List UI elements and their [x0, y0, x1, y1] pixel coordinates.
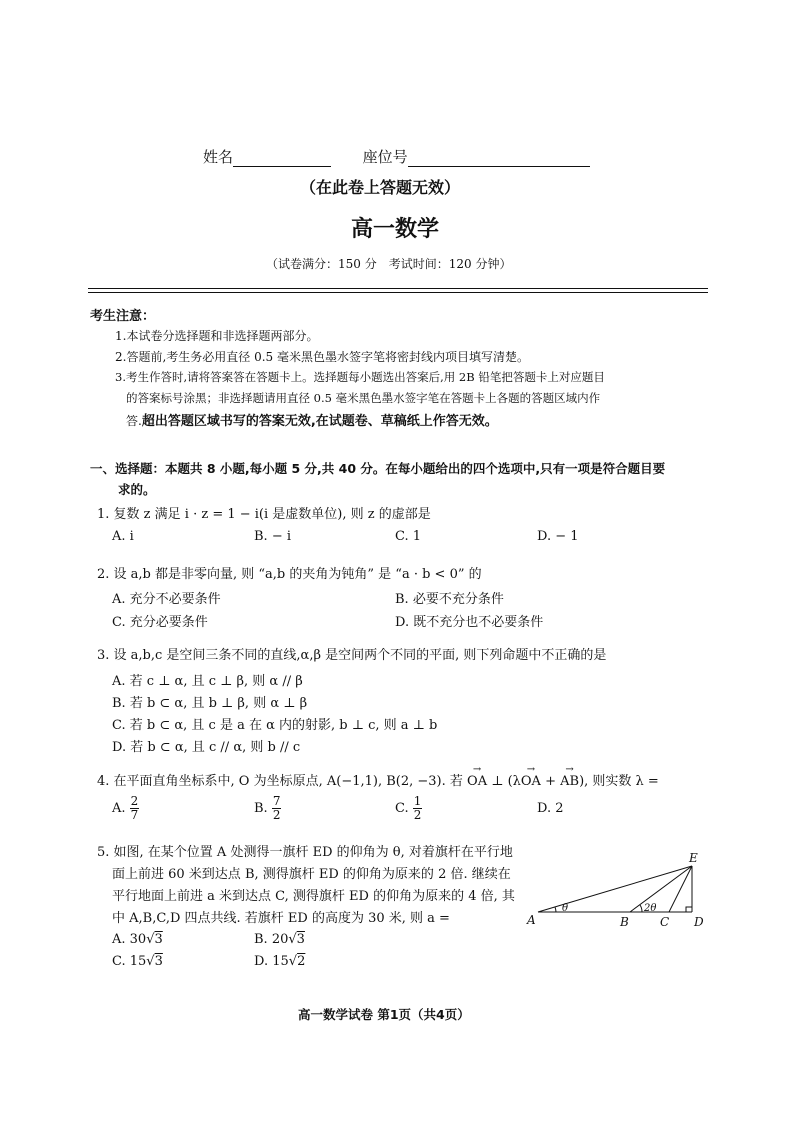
notice-item-2: 2.答题前,考生务必用直径 0.5 毫米黑色墨水签字笔将密封线内项目填写清楚。 — [115, 350, 529, 364]
q4-option-b — [254, 795, 281, 822]
q5-b-radical: √ — [288, 932, 297, 947]
label-2theta: 2θ — [644, 903, 657, 914]
q5-d-radical: √ — [288, 954, 298, 969]
rule-top — [88, 288, 708, 289]
q4-stem-prefix: 4. 在平面直角坐标系中, O 为坐标原点, A(−1,1), B(2, −3). 若 — [97, 774, 463, 789]
page-footer: 高一数学试卷 第1页（共4页） — [298, 1007, 470, 1022]
q4-vector-oa: → OA — [467, 774, 487, 789]
label-c: C — [660, 915, 670, 929]
section-heading: 一、选择题：本题共 8 小题,每小题 5 分,共 40 分。在每小题给出的四个选项中,只有一项是符合题目要 — [90, 461, 666, 476]
q4-option-d: D. 2 — [537, 801, 564, 816]
q4-vector-ab: → AB — [560, 774, 579, 789]
q4-a-numerator: 2 — [130, 794, 139, 808]
q4-c-denominator: 2 — [413, 808, 422, 822]
q2-option-c: C. 充分必要条件 — [112, 615, 208, 630]
notice-item-3-line2: 的答案标号涂黑；非选择题请用直径 0.5 毫米黑色墨水签字笔在答题卡上各题的答题区域内作 — [126, 391, 601, 405]
angle-2theta-arc — [640, 905, 642, 912]
q2-stem: 2. 设 a,b 都是非零向量, 则 “a,b 的夹角为钝角” 是 “a · b < 0” 的 — [97, 567, 482, 582]
q4-b-numerator: 7 — [272, 794, 281, 808]
q4-option-c-fraction — [413, 795, 423, 822]
name-field-row — [203, 146, 590, 167]
line-ce — [669, 866, 692, 912]
q5-line-3: 平行地面上前进 a 米到达点 C, 测得旗杆 ED 的仰角为原来的 4 倍, 其 — [112, 889, 515, 904]
q3-option-d: D. 若 b ⊂ α, 且 c // α, 则 b // c — [112, 740, 301, 755]
q5-b-coef: B. 20 — [254, 932, 289, 947]
rule-bottom — [88, 292, 708, 293]
exam-subtitle: （试卷满分：150 分 考试时间：120 分钟） — [266, 257, 512, 271]
q3-option-c: C. 若 b ⊂ α, 且 c 是 a 在 α 内的射影, b ⊥ c, 则 a ⊥ b — [112, 718, 438, 733]
q5-option-a — [112, 932, 163, 947]
notice-warning: 超出答题区域书写的答案无效,在试题卷、草稿纸上作答无效。 — [141, 414, 498, 429]
q4-vector-oa-2: → OA — [521, 774, 541, 789]
q5-a-radical: √ — [146, 932, 155, 947]
q1-option-d: D. − 1 — [537, 529, 579, 544]
seat-blank[interactable] — [408, 152, 590, 167]
q4-option-a-label: A. — [112, 801, 126, 816]
q5-d-root: 2 — [297, 954, 306, 969]
label-theta: θ — [562, 903, 569, 914]
q5-triangle-figure — [520, 848, 720, 933]
q4-stem-suffix: ), 则实数 λ = — [579, 774, 659, 789]
q1-option-a: A. i — [112, 529, 134, 544]
q3-option-a: A. 若 c ⊥ α, 且 c ⊥ β, 则 α // β — [112, 674, 303, 689]
seat-label: 座位号 — [362, 148, 408, 166]
notice-item-3-line3 — [126, 410, 498, 429]
page-title: 高一数学 — [351, 217, 440, 242]
invalid-note: （在此卷上答题无效） — [300, 178, 461, 197]
q5-line-2: 面上前进 60 米到达点 B, 测得旗杆 ED 的仰角为原来的 2 倍. 继续在 — [112, 867, 511, 882]
notice-item-3-line1: 3.考生作答时,请将答案答在答题卡上。选择题每小题选出答案后,用 2B 铅笔把答题卡上对应题目 — [115, 370, 605, 384]
q5-option-c — [112, 954, 163, 969]
name-label: 姓名 — [203, 148, 234, 166]
q1-option-c: C. 1 — [395, 529, 422, 544]
q3-option-b: B. 若 b ⊂ α, 且 b ⊥ β, 则 α ⊥ β — [112, 696, 308, 711]
q2-option-a: A. 充分不必要条件 — [112, 592, 221, 607]
section-heading-cont: 求的。 — [118, 482, 156, 497]
notice-heading: 考生注意： — [90, 309, 156, 324]
q4-option-c-label: C. — [395, 801, 409, 816]
q3-stem: 3. 设 a,b,c 是空间三条不同的直线,α,β 是空间两个不同的平面, 则下列命题中不正确的是 — [97, 648, 607, 663]
q4-stem-mid: ⊥ (λ — [491, 774, 521, 789]
q4-stem-plus: + — [545, 774, 556, 789]
angle-theta-arc — [555, 907, 556, 912]
q5-b-root: 3 — [296, 932, 305, 947]
name-blank[interactable] — [233, 152, 331, 167]
q4-c-numerator: 1 — [413, 794, 422, 808]
label-a: A — [527, 913, 536, 927]
q5-c-coef: C. 15 — [112, 954, 147, 969]
q5-option-b — [254, 932, 305, 947]
q4-option-b-fraction — [272, 795, 282, 822]
q4-option-b-label: B. — [254, 801, 268, 816]
q1-option-b: B. − i — [254, 529, 292, 544]
q4-option-c — [395, 795, 422, 822]
q4-stem — [97, 770, 659, 789]
q4-a-denominator: 7 — [130, 808, 139, 822]
q5-c-radical: √ — [146, 954, 155, 969]
q5-line-1: 5. 如图, 在某个位置 A 处测得一旗杆 ED 的仰角为 θ, 对着旗杆在平行地 — [97, 845, 513, 860]
q4-option-a — [112, 795, 139, 822]
label-b: B — [620, 915, 629, 929]
q2-option-d: D. 既不充分也不必要条件 — [395, 615, 544, 630]
line-be — [630, 866, 692, 912]
q4-b-denominator: 2 — [272, 808, 281, 822]
q5-d-coef: D. 15 — [254, 954, 289, 969]
q5-line-4: 中 A,B,C,D 四点共线. 若旗杆 ED 的高度为 30 米, 则 a = — [112, 911, 450, 926]
label-e: E — [689, 851, 698, 865]
notice-item-3-prefix: 答. — [126, 414, 142, 428]
q5-a-coef: A. 30 — [112, 932, 147, 947]
q2-option-b: B. 必要不充分条件 — [395, 592, 504, 607]
q4-option-a-fraction — [130, 795, 140, 822]
q5-a-root: 3 — [154, 932, 163, 947]
right-angle-mark — [686, 907, 692, 912]
label-d: D — [694, 915, 704, 929]
notice-item-1: 1.本试卷分选择题和非选择题两部分。 — [115, 329, 319, 343]
q5-c-root: 3 — [154, 954, 163, 969]
q5-option-d — [254, 954, 305, 969]
q1-stem: 1. 复数 z 满足 i · z = 1 − i(i 是虚数单位), 则 z 的虚部是 — [97, 507, 431, 522]
